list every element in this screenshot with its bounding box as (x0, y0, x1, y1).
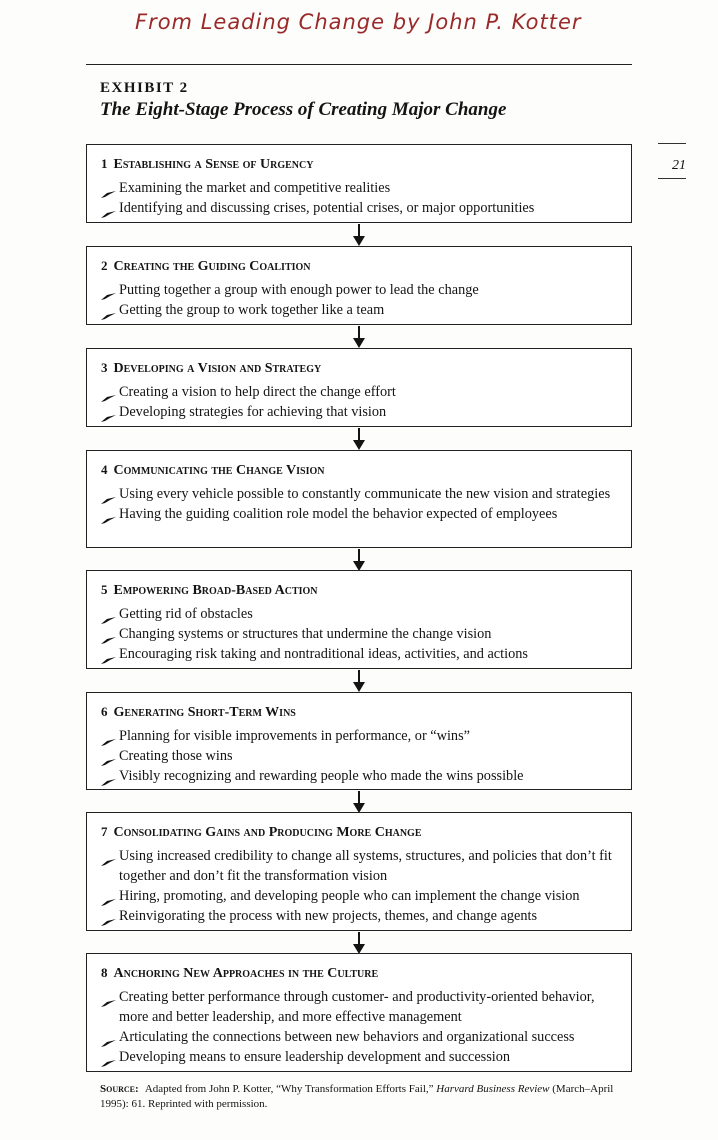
stage-bullet (101, 746, 617, 766)
stage-number: 3 (101, 360, 108, 375)
stage-name: Empowering Broad-Based Action (113, 583, 318, 598)
bullet-text: Creating a vision to help direct the change effort (119, 384, 396, 400)
stage-bullet (101, 198, 617, 218)
bullet-text: Reinvigorating the process with new projects, themes, and change agents (119, 908, 538, 924)
arrow-bullet-icon (101, 912, 116, 920)
arrow-bullet-icon (101, 388, 116, 396)
stage-title (101, 823, 617, 842)
bullet-text: Creating those wins (119, 748, 233, 764)
down-arrow-icon (351, 326, 367, 348)
arrow-bullet-icon (101, 286, 116, 294)
stage-number: 4 (101, 462, 108, 477)
stage-number: 5 (101, 582, 108, 597)
stage-bullet (101, 604, 617, 624)
bullet-text: Hiring, promoting, and developing people who can implement the change vision (119, 888, 580, 904)
down-arrow-icon (351, 791, 367, 813)
source-label: Source: (100, 1083, 139, 1095)
stage-bullet (101, 726, 617, 746)
arrow-bullet-icon (101, 752, 116, 760)
down-arrow-icon (351, 428, 367, 450)
stage-bullet (101, 300, 617, 320)
source-text-after: (March–April 1995): 61. Reprinted with permission. (100, 1083, 614, 1110)
stage-bullet (101, 766, 617, 786)
stage-box-1 (86, 144, 632, 223)
bullet-text: Using every vehicle possible to constantly communicate the new vision and strategies (119, 486, 611, 502)
stage-number: 7 (101, 824, 108, 839)
stage-box-2 (86, 246, 632, 325)
down-arrow-icon (351, 224, 367, 246)
stage-bullet (101, 1047, 617, 1067)
stage-name: Developing a Vision and Strategy (113, 361, 322, 376)
bullet-text: Getting rid of obstacles (119, 606, 253, 622)
arrow-bullet-icon (101, 993, 116, 1001)
arrow-bullet-icon (101, 306, 116, 314)
stage-title (101, 964, 617, 983)
stage-bullet (101, 906, 617, 926)
exhibit-label: EXHIBIT 2 (100, 80, 189, 96)
arrow-bullet-icon (101, 408, 116, 416)
top-rule (86, 64, 632, 65)
stage-bullet (101, 382, 617, 402)
bullet-text: Putting together a group with enough power to lead the change (119, 282, 479, 298)
stage-number: 8 (101, 965, 108, 980)
bullet-text: Articulating the connections between new behaviors and organizational success (119, 1029, 575, 1045)
stage-name: Generating Short-Term Wins (113, 705, 296, 720)
stage-bullet (101, 280, 617, 300)
arrow-bullet-icon (101, 772, 116, 780)
stage-number: 2 (101, 258, 108, 273)
stage-title (101, 257, 617, 276)
stage-bullet (101, 484, 617, 504)
stage-title (101, 461, 617, 480)
page-number: 21 (658, 143, 686, 179)
source-note (100, 1082, 640, 1112)
bullet-text: Changing systems or structures that undermine the change vision (119, 626, 492, 642)
bullet-text: Getting the group to work together like a team (119, 302, 385, 318)
stage-name: Consolidating Gains and Producing More Change (113, 825, 422, 840)
stage-number: 6 (101, 704, 108, 719)
handwritten-note: From Leading Change by John P. Kotter (135, 10, 582, 34)
source-journal: Harvard Business Review (436, 1083, 550, 1095)
stage-bullet (101, 644, 617, 664)
down-arrow-icon (351, 549, 367, 571)
bullet-text: Visibly recognizing and rewarding people who made the wins possible (119, 768, 524, 784)
stage-title (101, 581, 617, 600)
stage-name: Communicating the Change Vision (113, 463, 325, 478)
stage-title (101, 703, 617, 722)
down-arrow-icon (351, 932, 367, 954)
arrow-bullet-icon (101, 650, 116, 658)
stage-bullet (101, 846, 617, 886)
stage-title (101, 359, 617, 378)
stage-bullet (101, 987, 617, 1027)
arrow-bullet-icon (101, 630, 116, 638)
stage-name: Establishing a Sense of Urgency (113, 157, 314, 172)
stage-title (101, 155, 617, 174)
down-arrow-icon (351, 670, 367, 692)
stage-name: Creating the Guiding Coalition (113, 259, 311, 274)
arrow-bullet-icon (101, 1053, 116, 1061)
stage-box-7 (86, 812, 632, 931)
exhibit-title: The Eight-Stage Process of Creating Major Change (100, 99, 507, 120)
stage-bullet (101, 1027, 617, 1047)
stage-name: Anchoring New Approaches in the Culture (113, 966, 379, 981)
bullet-text: Examining the market and competitive realities (119, 180, 391, 196)
arrow-bullet-icon (101, 852, 116, 860)
stage-bullet (101, 886, 617, 906)
bullet-text: Using increased credibility to change all systems, structures, and policies that don’t fit together and don’t fit the transformation vision (119, 848, 612, 884)
bullet-text: Having the guiding coalition role model the behavior expected of employees (119, 506, 558, 522)
arrow-bullet-icon (101, 732, 116, 740)
stage-box-8 (86, 953, 632, 1072)
arrow-bullet-icon (101, 204, 116, 212)
stage-box-6 (86, 692, 632, 790)
arrow-bullet-icon (101, 490, 116, 498)
bullet-text: Encouraging risk taking and nontraditional ideas, activities, and actions (119, 646, 528, 662)
stage-number: 1 (101, 156, 108, 171)
arrow-bullet-icon (101, 184, 116, 192)
stage-box-4 (86, 450, 632, 548)
stage-bullet (101, 178, 617, 198)
bullet-text: Identifying and discussing crises, potential crises, or major opportunities (119, 200, 535, 216)
arrow-bullet-icon (101, 1033, 116, 1041)
arrow-bullet-icon (101, 892, 116, 900)
stage-bullet (101, 624, 617, 644)
bullet-text: Creating better performance through customer- and productivity-oriented behavior, more and better leadership, and more effective management (119, 989, 595, 1025)
arrow-bullet-icon (101, 510, 116, 518)
stage-box-5 (86, 570, 632, 669)
stage-bullet (101, 402, 617, 422)
source-text-before: Adapted from John P. Kotter, “Why Transformation Efforts Fail,” (144, 1083, 434, 1095)
stage-box-3 (86, 348, 632, 427)
bullet-text: Developing means to ensure leadership development and succession (119, 1049, 511, 1065)
bullet-text: Developing strategies for achieving that vision (119, 404, 387, 420)
stage-bullet (101, 504, 617, 524)
arrow-bullet-icon (101, 610, 116, 618)
bullet-text: Planning for visible improvements in performance, or “wins” (119, 728, 470, 744)
